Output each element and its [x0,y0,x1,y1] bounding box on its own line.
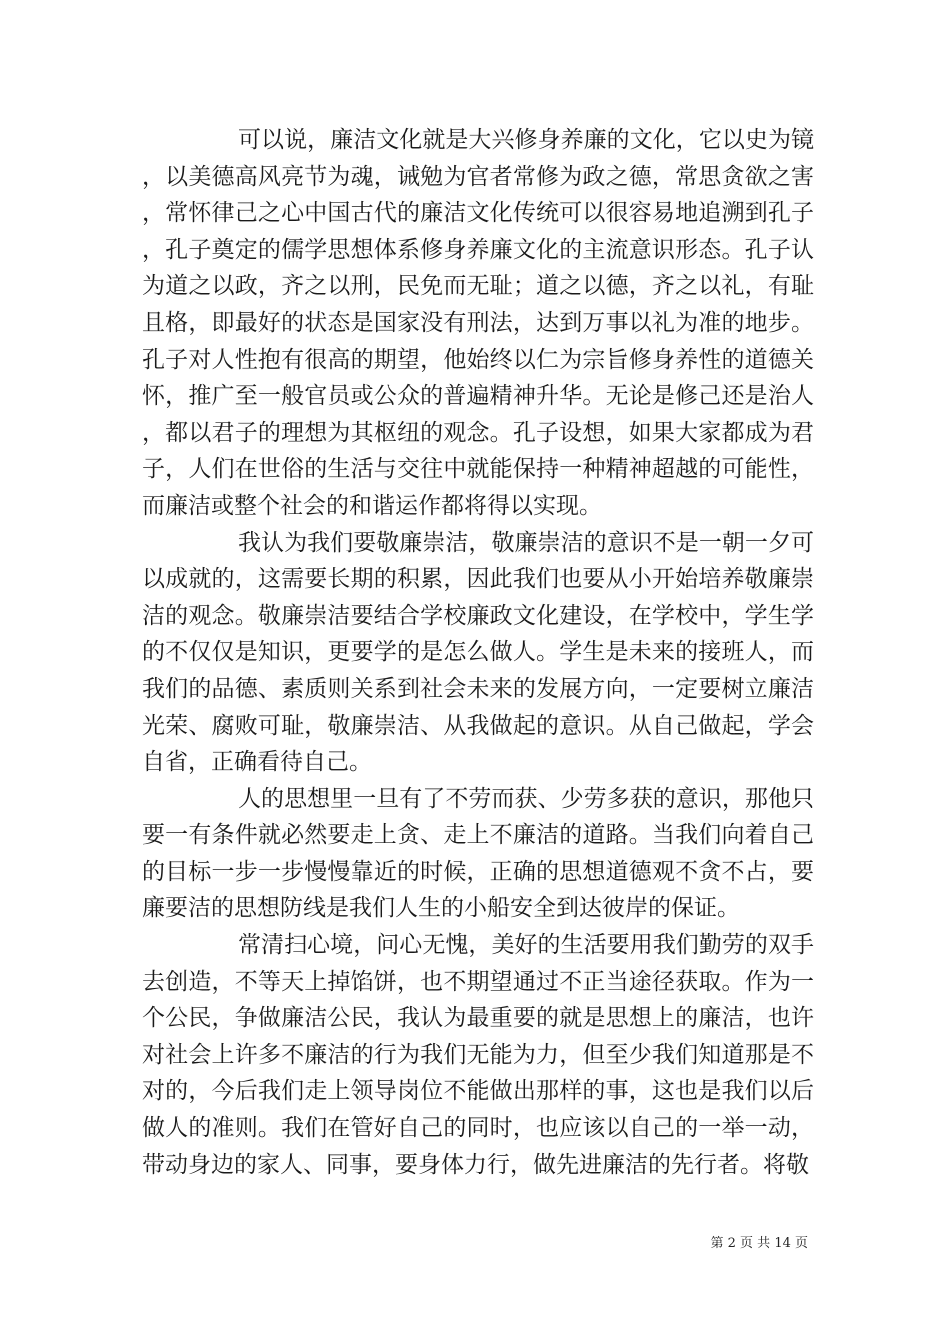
body-text [142,122,814,1183]
paragraph-1: 可以说，廉洁文化就是大兴修身养廉的文化，它以史为镜，以美德高风亮节为魂，诫勉为官者常修为政之德，常思贪欲之害，常怀律己之心中国古代的廉洁文化传统可以很容易地追溯到孔子，孔子奠定的儒学思想体系修身养廉文化的主流意识形态。孔子认为道之以政，齐之以刑，民免而无耻；道之以德，齐之以礼，有耻且格，即最好的状态是国家没有刑法，达到万事以礼为准的地步。孔子对人性抱有很高的期望，他始终以仁为宗旨修身养性的道德关怀，推广至一般官员或公众的普遍精神升华。无论是修己还是治人，都以君子的理想为其枢纽的观念。孔子设想，如果大家都成为君子，人们在世俗的生活与交往中就能保持一种精神超越的可能性，而廉洁或整个社会的和谐运作都将得以实现。 [142,127,814,519]
page-footer: 第 2 页 共 14 页 [710,1236,808,1251]
paragraph-2: 我认为我们要敬廉崇洁，敬廉崇洁的意识不是一朝一夕可以成就的，这需要长期的积累，因此我们也要从小开始培养敬廉崇洁的观念。敬廉崇洁要结合学校廉政文化建设，在学校中，学生学的不仅仅是知识，更要学的是怎么做人。学生是未来的接班人，而我们的品德、素质则关系到社会未来的发展方向，一定要树立廉洁光荣、腐败可耻，敬廉崇洁、从我做起的意识。从自己做起，学会自省，正确看待自己。 [142,529,814,776]
paragraph-3: 人的思想里一旦有了不劳而获、少劳多获的意识，那他只要一有条件就必然要走上贪、走上不廉洁的道路。当我们向着自己的目标一步一步慢慢靠近的时候，正确的思想道德观不贪不占，要廉要洁的思想防线是我们人生的小船安全到达彼岸的保证。 [142,785,814,922]
paragraph-4: 常清扫心境，问心无愧，美好的生活要用我们勤劳的双手去创造，不等天上掉馅饼，也不期望通过不正当途径获取。作为一个公民，争做廉洁公民，我认为最重要的就是思想上的廉洁，也许对社会上许多不廉洁的行为我们无能为力，但至少我们知道那是不对的，今后我们走上领导岗位不能做出那样的事，这也是我们以后做人的准则。我们在管好自己的同时，也应该以自己的一举一动，带动身边的家人、同事，要身体力行，做先进廉洁的先行者。将敬 [142,932,814,1178]
